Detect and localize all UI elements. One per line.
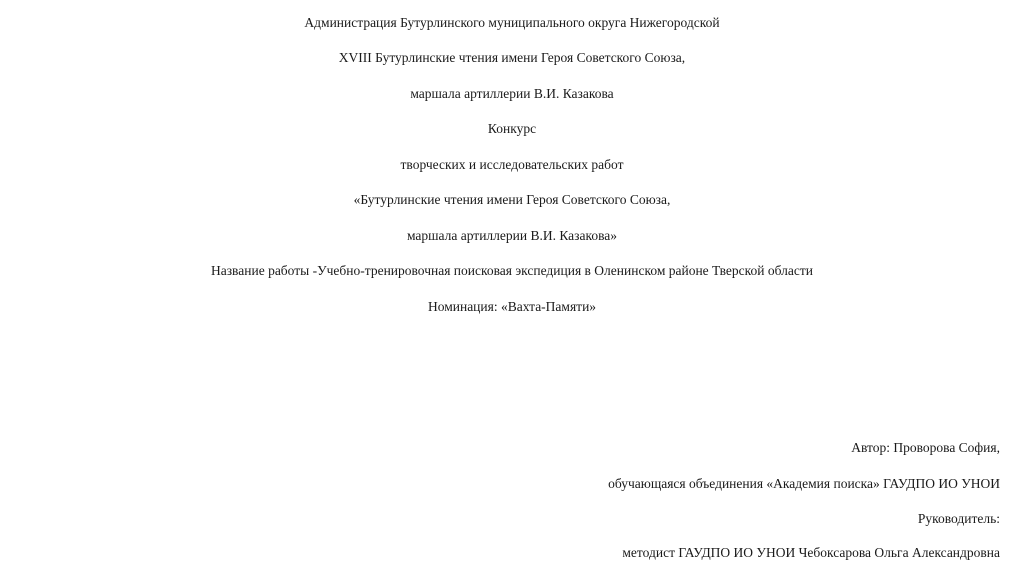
event-title-line-2: маршала артиллерии В.И. Казакова	[410, 86, 614, 101]
organization-line: Администрация Бутурлинского муниципального округа Нижегородской	[304, 15, 720, 30]
contest-label: Конкурс	[487, 121, 537, 136]
author-name: Автор: Проворова София,	[851, 440, 1000, 455]
contest-subtitle: творческих и исследовательских работ	[400, 157, 624, 172]
author-affiliation: обучающаяся объединения «Академия поиска» ГАУДПО ИО УНОИ	[608, 476, 1000, 491]
contest-name-line-1: «Бутурлинские чтения имени Героя Советского Союза,	[353, 192, 671, 207]
supervisor-label: Руководитель:	[917, 511, 1000, 526]
work-title: Название работы -Учебно-тренировочная поисковая экспедиция в Оленинском районе Тверской области	[210, 263, 813, 278]
supervisor-name: методист ГАУДПО ИО УНОИ Чебоксарова Ольга Александровна	[622, 545, 1000, 560]
event-title-line-1: XVIII Бутурлинские чтения имени Героя Советского Союза,	[338, 50, 686, 65]
nomination: Номинация: «Вахта-Памяти»	[427, 299, 597, 314]
contest-name-line-2: маршала артиллерии В.И. Казакова»	[406, 228, 618, 243]
